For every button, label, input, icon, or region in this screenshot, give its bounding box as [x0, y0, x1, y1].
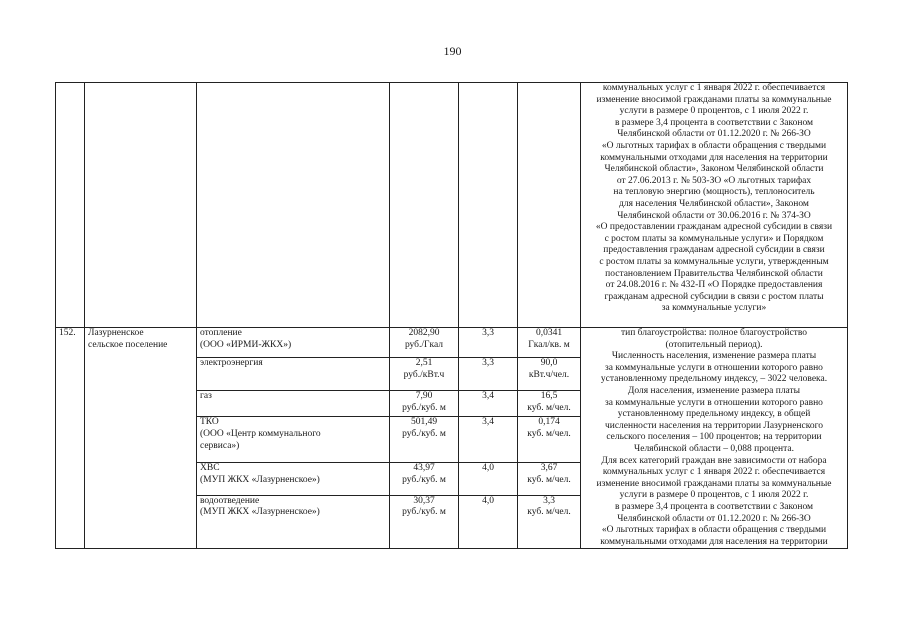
tariff-line: руб./куб. м	[402, 507, 446, 518]
service-tariff	[390, 358, 459, 391]
cell-index	[459, 83, 518, 328]
service-name	[197, 358, 390, 391]
note-line: на тепловую энергию (мощность), теплоноситель	[613, 187, 815, 198]
service-index: 3,4	[459, 417, 518, 463]
note-line: установленному предельному индексу, – 3022 человека.	[600, 374, 828, 385]
max-line: 3,67	[540, 463, 558, 474]
note-line: изменение вносимой гражданами платы за коммунальные	[596, 94, 832, 105]
note-line: установленному предельному индексу, в общей	[617, 409, 811, 420]
service-name	[197, 417, 390, 463]
service-max-consumption	[518, 391, 581, 417]
tariff-line: 43,97	[413, 463, 435, 474]
note-line: численности населения на территории Лазурненского	[604, 420, 824, 431]
note-line: за коммунальные услуги»	[661, 303, 767, 314]
note-line: с ростом платы за коммунальные услуги» и Порядком	[604, 233, 824, 244]
tariff-line: 2082,90	[408, 328, 440, 338]
note-line: коммунальных услуг с 1 января 2022 г. обеспечивается	[602, 467, 826, 478]
max-line: куб. м/чел.	[527, 402, 571, 413]
tariff-line: 501,49	[410, 417, 438, 428]
tariff-line: 30,37	[413, 495, 435, 506]
max-line: 0,0341	[535, 328, 563, 338]
note-line: Челябинской области от 01.12.2020 г. № 266-ЗО	[617, 513, 811, 524]
max-line: 0,174	[538, 417, 560, 428]
note-line: услуги в размере 0 процентов, с 1 июля 2022 г.	[619, 106, 809, 117]
max-line: 90,0	[540, 358, 558, 369]
note-line: предоставления гражданам адресной субсидии в связи	[603, 245, 825, 256]
service-line: (МУП ЖКХ «Лазурненское»)	[200, 474, 320, 485]
table-body	[56, 83, 848, 549]
note-line: за коммунальные услуги в отношении которого равно	[605, 397, 823, 408]
service-line: (ООО «Центр коммунального	[200, 429, 321, 440]
max-line: куб. м/чел.	[527, 474, 571, 485]
table-row	[56, 328, 848, 358]
note-line: Челябинской области от 30.06.2016 г. № 374-ЗО	[617, 210, 811, 221]
page-number: 190	[443, 44, 462, 58]
note-line: Для всех категорий граждан вне зависимости от набора	[601, 455, 827, 466]
service-line: сервиса»)	[200, 440, 240, 451]
municipality-line: Лазурненское	[88, 328, 144, 338]
note-line: с ростом платы за коммунальные услуги, утвержденным	[599, 256, 829, 267]
cell-note-continuation	[581, 83, 848, 328]
note-line: сельского поселения – 100 процентов; на территории	[606, 432, 822, 443]
note-line: Численность населения, изменение размера платы	[611, 351, 817, 362]
service-line: водоотведение	[200, 495, 260, 506]
service-index: 3,3	[459, 328, 518, 358]
entry-note	[581, 328, 848, 549]
service-line: ХВС	[200, 463, 220, 474]
service-name	[197, 463, 390, 496]
note-line: гражданам адресной субсидии в связи с ростом платы	[604, 291, 824, 302]
entry-municipality	[85, 328, 197, 549]
max-line: 3,3	[543, 495, 555, 506]
service-line: отопление	[200, 328, 242, 338]
service-name	[197, 391, 390, 417]
service-tariff	[390, 463, 459, 496]
service-index: 3,3	[459, 358, 518, 391]
tariff-line: 2,51	[415, 358, 433, 369]
service-tariff	[390, 417, 459, 463]
tariff-line: руб./куб. м	[402, 402, 446, 413]
note-line: от 24.08.2016 г. № 432-П «О Порядке предоставления	[605, 280, 823, 291]
note-line: тип благоустройства: полное благоустройство	[620, 328, 808, 338]
note-line: для населения Челябинской области», Законом	[619, 198, 809, 209]
note-line: в размере 3,4 процента в соответствии с Законом	[614, 501, 814, 512]
note-line: в размере 3,4 процента в соответствии с Законом	[614, 117, 814, 128]
note-line: «О льготных тарифах в области обращения с твердыми	[601, 140, 827, 151]
note-line: Доля населения, изменение размера платы	[627, 385, 801, 396]
note-line: коммунальных услуг с 1 января 2022 г. обеспечивается	[602, 83, 826, 93]
service-index: 4,0	[459, 495, 518, 548]
cell-service	[197, 83, 390, 328]
service-max-consumption	[518, 463, 581, 496]
tariff-table	[55, 82, 848, 549]
service-max-consumption	[518, 358, 581, 391]
service-line: (МУП ЖКХ «Лазурненское»)	[200, 507, 320, 518]
note-line: (отопительный период).	[665, 339, 763, 350]
max-line: 16,5	[540, 391, 558, 402]
note-line: за коммунальные услуги в отношении которого равно	[605, 362, 823, 373]
max-line: куб. м/чел.	[527, 507, 571, 518]
max-line: Гкал/кв. м	[528, 339, 570, 350]
note-line: «О предоставлении гражданам адресной субсидии в связи	[595, 222, 833, 233]
note-line: «О льготных тарифах в области обращения с твердыми	[601, 525, 827, 536]
service-line: ТКО	[200, 417, 219, 428]
service-tariff	[390, 495, 459, 548]
tariff-line: руб./кВт.ч	[403, 370, 445, 381]
service-tariff	[390, 391, 459, 417]
note-line: услуги в размере 0 процентов, с 1 июля 2022 г.	[619, 490, 809, 501]
service-line: (ООО «ИРМИ-ЖКХ»)	[200, 339, 292, 350]
note-line: от 27.06.2013 г. № 503-ЗО «О льготных тарифах	[616, 175, 812, 186]
service-line: газ	[200, 391, 212, 402]
note-line: коммунальными отходами для населения на территории	[600, 536, 828, 547]
service-max-consumption	[518, 328, 581, 358]
tariff-line: 7,90	[415, 391, 433, 402]
entry-number: 152.	[56, 328, 85, 549]
tariff-line: руб./Гкал	[404, 339, 444, 350]
tariff-line: руб./куб. м	[402, 474, 446, 485]
cell-max	[518, 83, 581, 328]
max-line: кВт.ч/чел.	[528, 370, 570, 381]
note-line: Челябинской области от 01.12.2020 г. № 266-ЗО	[617, 129, 811, 140]
note-line: изменение вносимой гражданами платы за коммунальные	[596, 478, 832, 489]
note-line: Челябинской области», Законом Челябинской области	[604, 164, 824, 175]
table-row-continuation	[56, 83, 848, 328]
cell-municipality	[85, 83, 197, 328]
municipality-line: сельское поселение	[88, 339, 168, 350]
note-line: Челябинской области – 0,088 процента.	[634, 443, 794, 454]
max-line: куб. м/чел.	[527, 429, 571, 440]
note-line: постановлением Правительства Челябинской области	[605, 268, 823, 279]
service-index: 3,4	[459, 391, 518, 417]
service-line: электроэнергия	[200, 358, 263, 369]
note-line: коммунальными отходами для населения на территории	[600, 152, 828, 163]
tariff-line: руб./куб. м	[402, 429, 446, 440]
service-tariff	[390, 328, 459, 358]
cell-number	[56, 83, 85, 328]
service-name	[197, 495, 390, 548]
service-name	[197, 328, 390, 358]
cell-tariff	[390, 83, 459, 328]
service-max-consumption	[518, 495, 581, 548]
service-max-consumption	[518, 417, 581, 463]
service-index: 4,0	[459, 463, 518, 496]
